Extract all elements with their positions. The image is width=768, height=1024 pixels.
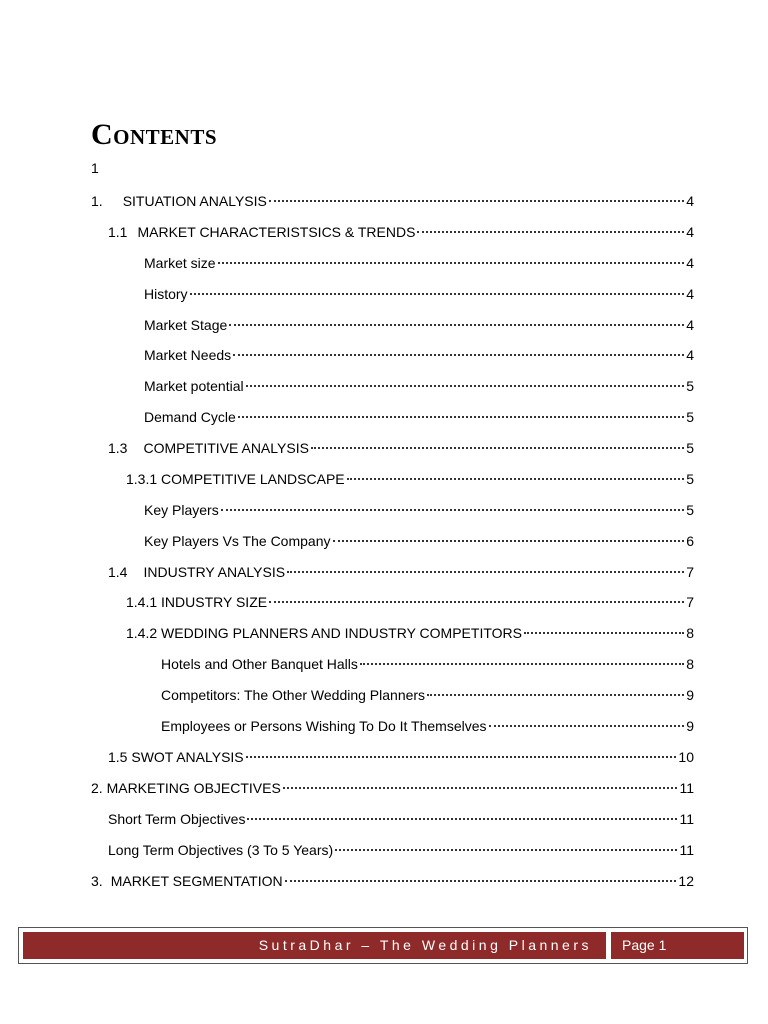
toc-entry-title: Demand Cycle bbox=[144, 409, 236, 425]
leader-dots bbox=[238, 416, 684, 418]
leader-dots bbox=[229, 324, 684, 326]
toc-entry-page: 12 bbox=[678, 873, 694, 889]
toc-entry-page: 4 bbox=[686, 193, 694, 209]
toc-entry-page: 8 bbox=[686, 625, 694, 641]
toc-entry-page: 10 bbox=[678, 749, 694, 765]
leader-dots bbox=[218, 262, 685, 264]
leader-dots bbox=[233, 354, 684, 356]
toc-entry-title: Long Term Objectives (3 To 5 Years) bbox=[108, 842, 334, 858]
toc-entry[interactable] bbox=[108, 839, 694, 861]
footer-title: SutraDhar – The Wedding Planners bbox=[23, 932, 606, 959]
leader-dots bbox=[335, 849, 677, 851]
toc-entry-title: Hotels and Other Banquet Halls bbox=[161, 656, 358, 672]
leader-dots bbox=[333, 540, 685, 542]
toc-entry[interactable] bbox=[144, 530, 694, 552]
toc-entry-title: MARKET CHARACTERISTSICS & TRENDS bbox=[137, 224, 416, 240]
contents-heading: Contents bbox=[91, 118, 218, 151]
toc-entry[interactable] bbox=[144, 344, 694, 366]
toc-entry[interactable] bbox=[108, 221, 694, 243]
leader-dots bbox=[287, 571, 684, 573]
toc-entry-page: 11 bbox=[679, 780, 694, 796]
toc-entry-page: 5 bbox=[686, 378, 694, 394]
leader-dots bbox=[524, 632, 684, 634]
toc-entry[interactable] bbox=[91, 190, 694, 212]
toc-entry[interactable] bbox=[144, 283, 694, 305]
leader-dots bbox=[427, 694, 684, 696]
toc-entry-title: Employees or Persons Wishing To Do It Themselves bbox=[161, 718, 487, 734]
leader-dots bbox=[417, 231, 684, 233]
toc-entry[interactable] bbox=[144, 252, 694, 274]
leader-dots bbox=[360, 663, 684, 665]
toc-entry-page: 4 bbox=[686, 286, 694, 302]
footer-page-number: Page 1 bbox=[611, 932, 744, 959]
leader-dots bbox=[269, 601, 684, 603]
leader-dots bbox=[283, 787, 678, 789]
toc-entry-title: Key Players Vs The Company bbox=[144, 533, 331, 549]
toc-entry-title: 1.4.2 WEDDING PLANNERS AND INDUSTRY COMPETITORS bbox=[126, 625, 522, 641]
toc-entry-title: 1.4.1 INDUSTRY SIZE bbox=[126, 594, 268, 610]
toc-entry-title: 2. MARKETING OBJECTIVES bbox=[91, 780, 281, 796]
toc-entry[interactable] bbox=[126, 591, 694, 613]
toc-entry-page: 5 bbox=[686, 502, 694, 518]
toc-entry[interactable] bbox=[144, 375, 694, 397]
toc-entry[interactable] bbox=[108, 437, 694, 459]
leader-dots bbox=[285, 880, 677, 882]
toc-entry[interactable] bbox=[144, 406, 694, 428]
toc-entry-page: 5 bbox=[686, 471, 694, 487]
toc-entry-title: MARKET SEGMENTATION bbox=[110, 873, 283, 889]
toc-entry-page: 9 bbox=[686, 718, 694, 734]
toc-entry-number: 1.3 bbox=[108, 440, 128, 456]
toc-entry-title: Market size bbox=[144, 255, 216, 271]
toc-entry-page: 8 bbox=[686, 656, 694, 672]
leader-dots bbox=[489, 725, 685, 727]
toc-entry-page: 4 bbox=[686, 224, 694, 240]
toc-entry-title: Short Term Objectives bbox=[108, 811, 246, 827]
toc-entry-title: Market Stage bbox=[144, 317, 228, 333]
toc-entry-title: History bbox=[144, 286, 188, 302]
toc-entry-title: INDUSTRY ANALYSIS bbox=[143, 564, 286, 580]
toc-entry[interactable] bbox=[108, 746, 694, 768]
toc-entry[interactable] bbox=[126, 622, 694, 644]
toc-entry-title: Competitors: The Other Wedding Planners bbox=[161, 687, 426, 703]
toc-entry-number: 3. bbox=[91, 873, 103, 889]
toc-entry-page: 7 bbox=[686, 564, 694, 580]
leader-dots bbox=[246, 385, 685, 387]
toc-entry[interactable] bbox=[161, 653, 694, 675]
leader-dots bbox=[190, 293, 685, 295]
toc-entry[interactable] bbox=[108, 561, 694, 583]
toc-entry[interactable] bbox=[144, 314, 694, 336]
toc-entry-page: 9 bbox=[686, 687, 694, 703]
toc-entry[interactable] bbox=[91, 870, 694, 892]
page-footer bbox=[18, 927, 748, 964]
toc-entry-title: 1.3.1 COMPETITIVE LANDSCAPE bbox=[126, 471, 345, 487]
toc-entry[interactable] bbox=[108, 808, 694, 830]
leader-dots bbox=[311, 447, 684, 449]
toc-entry-page: 11 bbox=[679, 811, 694, 827]
toc-entry[interactable] bbox=[161, 684, 694, 706]
toc-entry[interactable] bbox=[161, 715, 694, 737]
toc-entry-title: Market potential bbox=[144, 378, 244, 394]
toc-entry-number: 1.4 bbox=[108, 564, 128, 580]
toc-entry-title: Key Players bbox=[144, 502, 219, 518]
toc-entry-page: 7 bbox=[686, 594, 694, 610]
toc-entry-title: SITUATION ANALYSIS bbox=[122, 193, 267, 209]
toc-entry[interactable] bbox=[126, 468, 694, 490]
toc-entry-page: 4 bbox=[686, 347, 694, 363]
toc-entry-number: 1.1 bbox=[108, 224, 128, 240]
toc-entry-page: 6 bbox=[686, 533, 694, 549]
toc-entry-page: 5 bbox=[686, 409, 694, 425]
toc-entry-page: 11 bbox=[679, 842, 694, 858]
stray-number: 1 bbox=[91, 160, 99, 176]
toc-entry-page: 4 bbox=[686, 317, 694, 333]
toc-entry[interactable] bbox=[91, 777, 694, 799]
leader-dots bbox=[269, 200, 684, 202]
leader-dots bbox=[246, 756, 677, 758]
toc-entry-page: 5 bbox=[686, 440, 694, 456]
toc-entry-title: COMPETITIVE ANALYSIS bbox=[143, 440, 309, 456]
leader-dots bbox=[221, 509, 685, 511]
toc-entry-title: 1.5 SWOT ANALYSIS bbox=[108, 749, 244, 765]
leader-dots bbox=[247, 818, 677, 820]
toc-entry[interactable] bbox=[144, 499, 694, 521]
toc-entry-number: 1. bbox=[91, 193, 103, 209]
toc-entry-page: 4 bbox=[686, 255, 694, 271]
leader-dots bbox=[347, 478, 685, 480]
toc-entry-title: Market Needs bbox=[144, 347, 232, 363]
